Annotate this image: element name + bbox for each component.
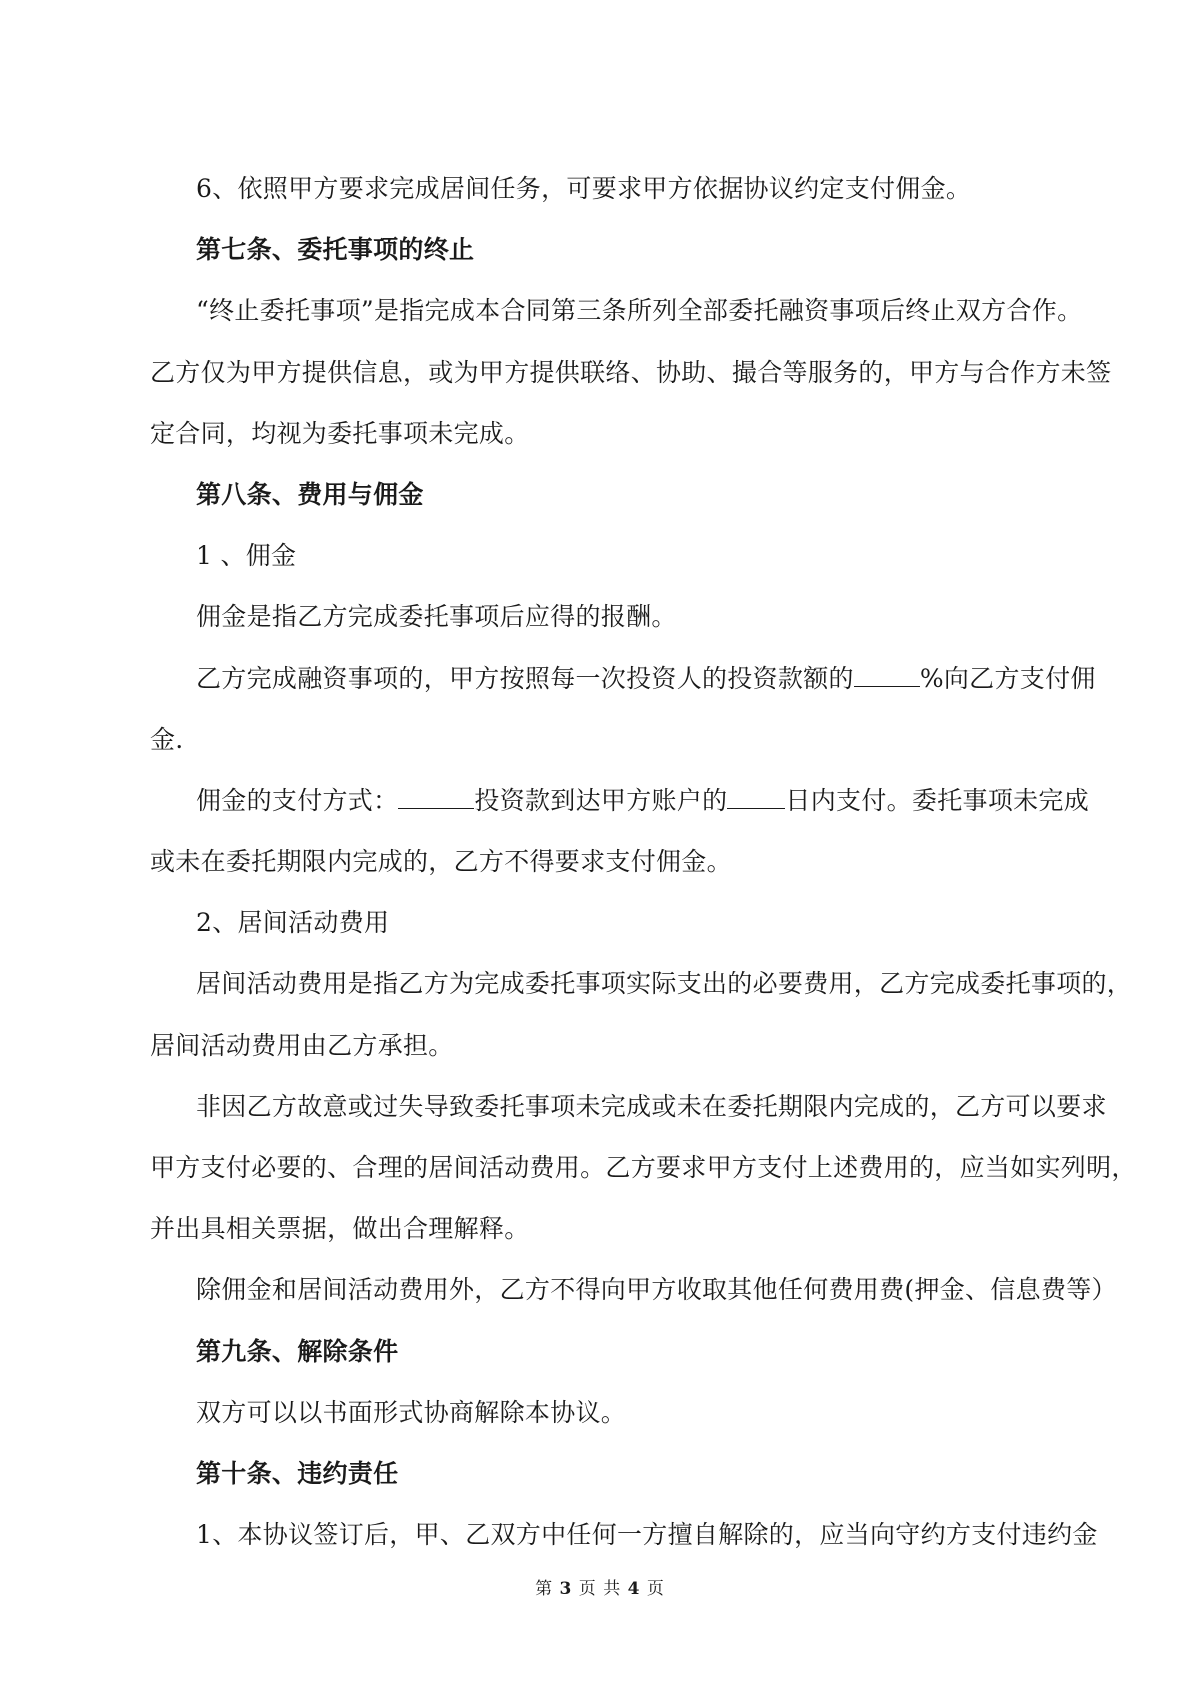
document-body: [150, 158, 1137, 1565]
commission-rate-line: [150, 648, 1096, 709]
commission-rate-text-after: %向乙方支付佣: [919, 663, 1096, 693]
payment-method-middle: 投资款到达甲方账户的: [474, 785, 728, 815]
commission-payment-line-2: 或未在委托期限内完成的，乙方不得要求支付佣金。: [150, 847, 732, 877]
clause-6-line: 6、依照甲方要求完成居间任务，可要求甲方依据协议约定支付佣金。: [196, 174, 972, 203]
article-8-heading: 第八条、费用与佣金: [196, 479, 424, 509]
commission-payment-line: [150, 770, 1090, 831]
footer-suffix: 页: [646, 1579, 665, 1599]
commission-rate-text-before: 乙方完成融资事项的，甲方按照每一次投资人的投资款额的: [196, 663, 854, 693]
article-7-paragraph-line-3: 定合同，均视为委托事项未完成。: [150, 418, 530, 448]
payment-method-after: 日内支付。委托事项未完成: [785, 785, 1090, 815]
commission-rate-blank: [854, 664, 920, 687]
expenses-reimburse-line-1: 非因乙方故意或过失导致委托事项未完成或未在委托期限内完成的，乙方可以要求: [196, 1091, 1107, 1121]
commission-definition: 佣金是指乙方完成委托事项后应得的报酬。: [196, 602, 677, 632]
article-9-heading: 第九条、解除条件: [196, 1336, 399, 1366]
commission-rate-line-2: 金.: [150, 724, 184, 754]
payment-days-blank: [727, 786, 785, 809]
payment-method-blank: [398, 786, 474, 809]
article-9-paragraph: 双方可以以书面形式协商解除本协议。: [196, 1397, 627, 1427]
footer-prefix: 第: [535, 1579, 554, 1599]
section-commission-heading: 1 、佣金: [196, 541, 297, 571]
payment-method-label: 佣金的支付方式：: [196, 785, 399, 815]
expenses-reimburse-line-3: 并出具相关票据，做出合理解释。: [150, 1214, 530, 1244]
article-7-paragraph-line-2: 乙方仅为甲方提供信息，或为甲方提供联络、协助、撮合等服务的，甲方与合作方未签: [150, 357, 1112, 387]
page-number-footer: [0, 1577, 1200, 1601]
current-page-number: 3: [559, 1579, 573, 1599]
no-other-fees-line: 除佣金和居间活动费用外，乙方不得向甲方收取其他任何费用费(押金、信息费等）: [196, 1275, 1117, 1305]
expenses-paragraph-line-2: 居间活动费用由乙方承担。: [150, 1030, 454, 1060]
expenses-paragraph-line-1: 居间活动费用是指乙方为完成委托事项实际支出的必要费用，乙方完成委托事项的，: [196, 969, 1133, 999]
section-expenses-heading: 2、居间活动费用: [196, 908, 390, 938]
footer-middle: 页 共: [578, 1579, 622, 1599]
article-10-heading: 第十条、违约责任: [196, 1458, 399, 1488]
article-7-heading: 第七条、委托事项的终止: [196, 235, 475, 265]
article-10-paragraph-line-1: 1、本协议签订后，甲、乙双方中任何一方擅自解除的，应当向守约方支付违约金: [196, 1520, 1098, 1550]
expenses-reimburse-line-2: 甲方支付必要的、合理的居间活动费用。乙方要求甲方支付上述费用的，应当如实列明，: [150, 1153, 1137, 1182]
total-page-number: 4: [627, 1579, 641, 1599]
article-7-paragraph-line-1: “终止委托事项”是指完成本合同第三条所列全部委托融资事项后终止双方合作。: [196, 296, 1083, 326]
